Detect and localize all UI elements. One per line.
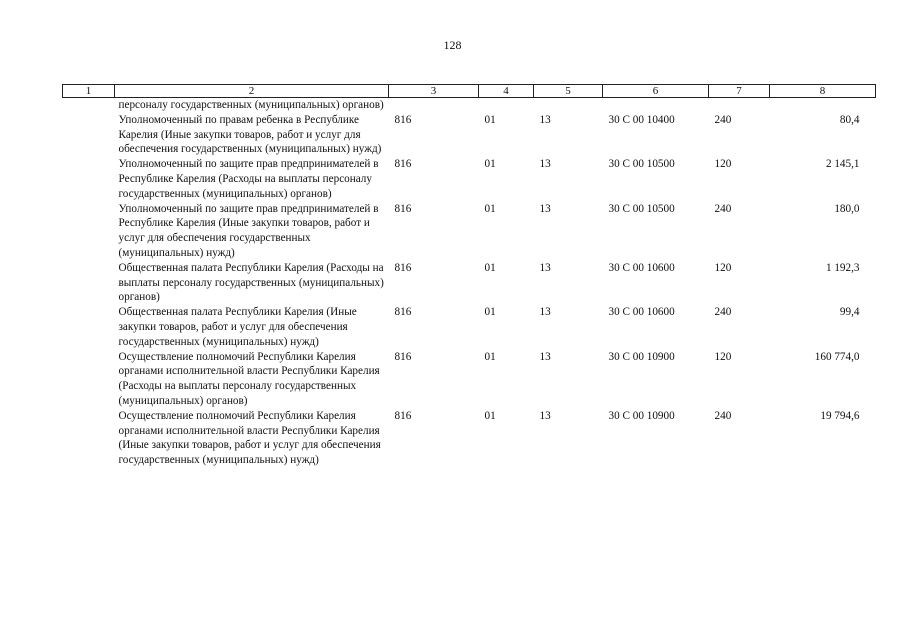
ministry-code: 816 bbox=[394, 306, 412, 319]
column-number-row bbox=[63, 85, 876, 98]
section-code: 01 bbox=[484, 113, 496, 126]
subsection-code: 13 bbox=[539, 202, 551, 215]
target-code: 30 С 00 10600 bbox=[608, 261, 675, 274]
table-row bbox=[63, 409, 876, 468]
target-code: 30 С 00 10600 bbox=[608, 306, 675, 319]
ministry-code: 816 bbox=[394, 158, 412, 171]
expense-type-code: 240 bbox=[714, 202, 732, 215]
subsection-code: 13 bbox=[539, 158, 551, 171]
expense-type-code: 240 bbox=[714, 113, 732, 126]
ministry-code: 816 bbox=[394, 350, 412, 363]
expense-type-code: 240 bbox=[714, 409, 732, 422]
table-row bbox=[63, 350, 876, 409]
amount: 80,4 bbox=[839, 113, 860, 126]
table-row bbox=[63, 261, 876, 305]
ministry-code: 816 bbox=[394, 113, 412, 126]
section-code: 01 bbox=[484, 158, 496, 171]
subsection-code: 13 bbox=[539, 306, 551, 319]
expense-type-code: 120 bbox=[714, 261, 732, 274]
column-number: 7 bbox=[709, 85, 770, 98]
expense-name: Общественная палата Республики Карелия (Иные закупки товаров, работ и услуг для обеспечения государственных (муниципальных) нужд) bbox=[118, 306, 357, 348]
column-number: 5 bbox=[534, 85, 603, 98]
page-number: 128 bbox=[443, 38, 462, 52]
column-number: 6 bbox=[603, 85, 709, 98]
expense-name: Осуществление полномочий Республики Карелия органами исполнительной власти Республики Карелия (Расходы на выплаты персоналу государственных (муниципальных) органов) bbox=[118, 350, 380, 407]
subsection-code: 13 bbox=[539, 409, 551, 422]
expense-name: Уполномоченный по правам ребенка в Республике Карелия (Иные закупки товаров, работ и услуг для обеспечения государственных (муниципальных) нужд) bbox=[118, 113, 382, 156]
expense-type-code: 240 bbox=[714, 306, 732, 319]
expense-name: Осуществление полномочий Республики Карелия органами исполнительной власти Республики Карелия (Иные закупки товаров, работ и услуг для обеспечения государственных (муниципальных) нужд) bbox=[118, 409, 381, 467]
amount: 160 774,0 bbox=[814, 350, 860, 363]
target-code: 30 С 00 10400 bbox=[608, 113, 675, 126]
target-code: 30 С 00 10500 bbox=[608, 158, 675, 171]
subsection-code: 13 bbox=[539, 350, 551, 363]
section-code: 01 bbox=[484, 261, 496, 274]
section-code: 01 bbox=[484, 350, 496, 363]
amount: 180,0 bbox=[834, 202, 860, 215]
column-number: 2 bbox=[115, 85, 389, 98]
ministry-code: 816 bbox=[394, 261, 412, 274]
table-row bbox=[63, 113, 876, 157]
expense-type-code: 120 bbox=[714, 350, 732, 363]
column-number: 3 bbox=[389, 85, 479, 98]
subsection-code: 13 bbox=[539, 261, 551, 274]
expense-type-code: 120 bbox=[714, 158, 732, 171]
continuation-text: персоналу государственных (муниципальных) органов) bbox=[118, 99, 384, 111]
amount: 1 192,3 bbox=[825, 261, 860, 274]
expense-name: Уполномоченный по защите прав предпринимателей в Республике Карелия (Иные закупки товаров, работ и услуг для обеспечения государственных (муниципальных) нужд) bbox=[118, 202, 379, 259]
column-number: 1 bbox=[63, 85, 115, 98]
target-code: 30 С 00 10900 bbox=[608, 350, 675, 363]
section-code: 01 bbox=[484, 409, 496, 422]
target-code: 30 С 00 10500 bbox=[608, 202, 675, 215]
expense-name: Уполномоченный по защите прав предпринимателей в Республике Карелия (Расходы на выплаты персоналу государственных (муниципальных) органов) bbox=[118, 158, 379, 200]
table-row bbox=[63, 305, 876, 349]
budget-table bbox=[62, 84, 876, 468]
expense-name: Общественная палата Республики Карелия (Расходы на выплаты персоналу государственных (муниципальных) органов) bbox=[118, 261, 384, 304]
table-row bbox=[63, 157, 876, 201]
amount: 99,4 bbox=[839, 306, 860, 319]
subsection-code: 13 bbox=[539, 113, 551, 126]
amount: 19 794,6 bbox=[820, 409, 860, 422]
ministry-code: 816 bbox=[394, 202, 412, 215]
column-number: 8 bbox=[770, 85, 876, 98]
ministry-code: 816 bbox=[394, 409, 412, 422]
section-code: 01 bbox=[484, 306, 496, 319]
continuation-row bbox=[63, 98, 876, 113]
column-number: 4 bbox=[479, 85, 534, 98]
amount: 2 145,1 bbox=[825, 158, 860, 171]
target-code: 30 С 00 10900 bbox=[608, 409, 675, 422]
table-row bbox=[63, 202, 876, 261]
section-code: 01 bbox=[484, 202, 496, 215]
